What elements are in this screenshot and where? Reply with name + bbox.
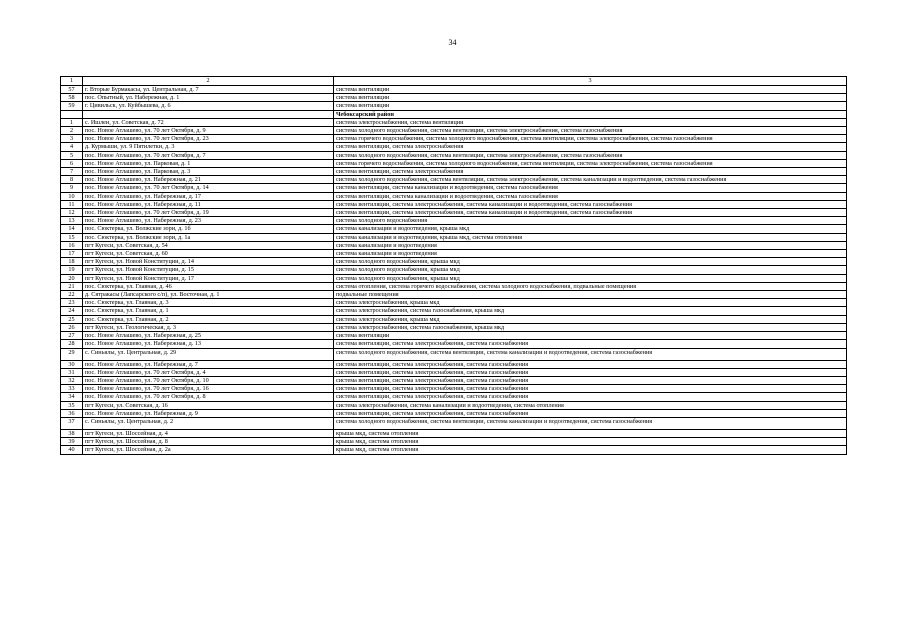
- row-systems: система вентиляции: [334, 332, 847, 340]
- row-systems: система канализации и водоотведения: [334, 241, 847, 249]
- row-number: 33: [61, 385, 83, 393]
- row-address: пос. Новое Атлашево, ул. Набережная, д. 7: [83, 360, 334, 368]
- row-number: 13: [61, 217, 83, 225]
- row-number: 38: [61, 429, 83, 437]
- row-address: пос. Сюктерка, ул. Главная, д. 46: [83, 282, 334, 290]
- row-number: 11: [61, 200, 83, 208]
- table-row: [61, 409, 847, 417]
- table-row: [61, 258, 847, 266]
- row-systems: система вентиляции, система электроснабжения: [334, 143, 847, 151]
- row-systems: система электроснабжения, система газоснабжения, крыша мкд: [334, 307, 847, 315]
- row-address: пгт Кугеси, ул. Советская, д. 16: [83, 401, 334, 409]
- table-row: [61, 385, 847, 393]
- row-number: 39: [61, 438, 83, 446]
- row-systems: система вентиляции, система электроснабжения, система газоснабжения: [334, 393, 847, 401]
- table-row: [61, 417, 847, 429]
- row-address: пос. Новое Атлашево, ул. Парковая, д. 3: [83, 168, 334, 176]
- table-row: [61, 266, 847, 274]
- row-address: пос. Новое Атлашево, ул. Набережная, д. 9: [83, 409, 334, 417]
- row-address: с. Ишлеи, ул. Советская, д. 72: [83, 118, 334, 126]
- row-address: пос. Новое Атлашево, ул. Парковая, д. 1: [83, 159, 334, 167]
- row-systems: система электроснабжения, система канализации и водоотведения, система отопления: [334, 401, 847, 409]
- row-number: 36: [61, 409, 83, 417]
- row-address: пгт Кугеси, ул. Шоссейная, д. 8: [83, 438, 334, 446]
- row-address: пос. Новое Атлашево, ул. 70 лет Октября, д. 7: [83, 151, 334, 159]
- table-row: [61, 127, 847, 135]
- row-address: пгт Кугеси, ул. Советская, д. 60: [83, 250, 334, 258]
- row-address: пгт Кугеси, ул. Шоссейная, д. 2а: [83, 446, 334, 454]
- objects-table: [60, 76, 847, 455]
- row-address: пос. Новое Атлашево, ул. Набережная, д. 25: [83, 332, 334, 340]
- row-address: д. Курмыши, ул. 9 Пятилетки, д. 3: [83, 143, 334, 151]
- table-row: [61, 192, 847, 200]
- row-address: пос. Новое Атлашево, ул. Набережная, д. 17: [83, 192, 334, 200]
- table-row: [61, 429, 847, 437]
- table-row: [61, 241, 847, 249]
- row-number: 20: [61, 274, 83, 282]
- row-number: 10: [61, 192, 83, 200]
- row-systems: система вентиляции, система электроснабжения, система газоснабжения: [334, 376, 847, 384]
- row-address: пгт Кугеси, ул. Новой Конституции, д. 14: [83, 258, 334, 266]
- table-row: [61, 282, 847, 290]
- row-systems: система вентиляции: [334, 102, 847, 110]
- row-systems: крыша мкд, система отопления: [334, 438, 847, 446]
- row-systems: система холодного водоснабжения, крыша мкд: [334, 258, 847, 266]
- table-row: [61, 250, 847, 258]
- row-address: г. Вторые Бурмакасы, ул. Центральная, д. 7: [83, 86, 334, 94]
- row-systems: система холодного водоснабжения, система вентиляции, система канализации и водоотведения, система газоснабжения: [334, 417, 847, 429]
- row-address: пгт Кугеси, ул. Геологическая, д. 3: [83, 323, 334, 331]
- row-address: пос. Сюктерка, ул. Главная, д. 2: [83, 315, 334, 323]
- row-number: 17: [61, 250, 83, 258]
- table-row: [61, 209, 847, 217]
- row-address: пос. Сюктерка, ул. Главная, д. 1: [83, 307, 334, 315]
- row-number: 8: [61, 176, 83, 184]
- row-systems: система канализации и водоотведения, крыша мкд, система отопления: [334, 233, 847, 241]
- table-row: [61, 315, 847, 323]
- table-row: [61, 299, 847, 307]
- row-address: пгт Кугеси, ул. Новой Конституции, д. 15: [83, 266, 334, 274]
- row-systems: система горячего водоснабжения, система холодного водоснабжения, система вентиляции, система электроснабжения, система газоснабжения: [334, 159, 847, 167]
- table-row: [61, 168, 847, 176]
- row-systems: крыша мкд, система отопления: [334, 446, 847, 454]
- row-number: 5: [61, 151, 83, 159]
- row-number: 35: [61, 401, 83, 409]
- row-address: пос. Новое Атлашево, ул. 70 лет Октября, д. 4: [83, 368, 334, 376]
- row-number: 21: [61, 282, 83, 290]
- column-header-address: 2: [83, 77, 334, 86]
- row-systems: система холодного водоснабжения, крыша мкд: [334, 266, 847, 274]
- table-row: [61, 401, 847, 409]
- row-address: пос. Новое Атлашево, ул. Набережная, д. 23: [83, 217, 334, 225]
- column-header-number: 1: [61, 77, 83, 86]
- row-systems: система канализации и водоотведения: [334, 250, 847, 258]
- table-row: [61, 307, 847, 315]
- row-systems: система вентиляции, система электроснабжения: [334, 168, 847, 176]
- row-number: 32: [61, 376, 83, 384]
- table-row: [61, 143, 847, 151]
- table-row: [61, 233, 847, 241]
- page-number: 34: [448, 38, 457, 47]
- table-row: [61, 102, 847, 110]
- row-number: 37: [61, 417, 83, 429]
- row-number: 12: [61, 209, 83, 217]
- row-number: 24: [61, 307, 83, 315]
- table-row: [61, 217, 847, 225]
- row-systems: система холодного водоснабжения, система вентиляции, система электроснабжения, система канализации и водоотведения, система газоснабжения: [334, 176, 847, 184]
- row-number: [61, 110, 83, 118]
- row-number: 18: [61, 258, 83, 266]
- column-header-systems: 3: [334, 77, 847, 86]
- table-row: [61, 200, 847, 208]
- row-systems: система вентиляции: [334, 94, 847, 102]
- section-header-row: [61, 110, 847, 118]
- table-row: [61, 360, 847, 368]
- row-number: 27: [61, 332, 83, 340]
- row-systems: система горячего водоснабжения, система холодного водоснабжения, система вентиляции, система электроснабжения, система газоснабжения: [334, 135, 847, 143]
- row-address: г. Цивильск, ул. Куйбышева, д. 6: [83, 102, 334, 110]
- row-address: пос. Новое Атлашево, ул. 70 лет Октября, д. 23: [83, 135, 334, 143]
- row-systems: крыша мкд, система отопления: [334, 429, 847, 437]
- row-systems: система холодного водоснабжения, система вентиляции, система канализации и водоотведения, система газоснабжения: [334, 348, 847, 360]
- row-systems: система вентиляции, система электроснабжения, система канализации и водоотведения, система газоснабжения: [334, 200, 847, 208]
- table-row: [61, 376, 847, 384]
- row-systems: система канализации и водоотведения, крыша мкд: [334, 225, 847, 233]
- row-address: пгт Кугеси, ул. Новой Конституции, д. 17: [83, 274, 334, 282]
- row-address: пос. Новое Атлашево, ул. 70 лет Октября, д. 9: [83, 127, 334, 135]
- row-systems: система вентиляции, система электроснабжения, система газоснабжения: [334, 340, 847, 348]
- row-address: пос. Сюктерка, ул. Главная, д. 3: [83, 299, 334, 307]
- row-number: 57: [61, 86, 83, 94]
- table-body: [61, 77, 847, 455]
- row-number: 19: [61, 266, 83, 274]
- row-number: 2: [61, 127, 83, 135]
- table-row: [61, 135, 847, 143]
- table-row: [61, 151, 847, 159]
- row-number: 25: [61, 315, 83, 323]
- row-systems: система холодного водоснабжения: [334, 217, 847, 225]
- table-row: [61, 368, 847, 376]
- row-number: 26: [61, 323, 83, 331]
- row-systems: система отопления, система горячего водоснабжения, система холодного водоснабжения, подвальные помещения: [334, 282, 847, 290]
- row-address: с. Синьялы, ул. Центральная, д. 2: [83, 417, 334, 429]
- row-number: 4: [61, 143, 83, 151]
- row-number: 15: [61, 233, 83, 241]
- row-number: 22: [61, 291, 83, 299]
- row-address: пос. Новое Атлашево, ул. 70 лет Октября, д. 14: [83, 184, 334, 192]
- row-systems: система вентиляции, система канализации и водоотведения, система газоснабжения: [334, 184, 847, 192]
- row-number: 6: [61, 159, 83, 167]
- row-systems: система электроснабжения, система газоснабжения, крыша мкд: [334, 323, 847, 331]
- table-row: [61, 176, 847, 184]
- row-address: пгт Кугеси, ул. Советская, д. 54: [83, 241, 334, 249]
- row-number: 31: [61, 368, 83, 376]
- row-address: пос. Новое Атлашево, ул. 70 лет Октября, д. 10: [83, 376, 334, 384]
- row-number: 16: [61, 241, 83, 249]
- row-address: пос. Новое Атлашево, ул. Набережная, д. 21: [83, 176, 334, 184]
- row-number: 9: [61, 184, 83, 192]
- row-systems: система вентиляции: [334, 86, 847, 94]
- table-row: [61, 225, 847, 233]
- row-address: с. Синьялы, ул. Центральная, д. 29: [83, 348, 334, 360]
- row-number: 59: [61, 102, 83, 110]
- table-row: [61, 184, 847, 192]
- row-systems: система вентиляции, система электроснабжения, система газоснабжения: [334, 360, 847, 368]
- row-systems: система вентиляции, система электроснабжения, система газоснабжения: [334, 409, 847, 417]
- row-systems: система электроснабжения, система вентиляции: [334, 118, 847, 126]
- row-address: пос. Новое Атлашево, ул. 70 лет Октября, д. 16: [83, 385, 334, 393]
- row-address: пос. Сюктерка, ул. Волжские зори, д. 1а: [83, 233, 334, 241]
- table-row: [61, 159, 847, 167]
- row-address: пос. Новое Атлашево, ул. Набережная, д. 11: [83, 200, 334, 208]
- row-number: 30: [61, 360, 83, 368]
- row-systems: система вентиляции, система канализации и водоотведения, система газоснабжения: [334, 192, 847, 200]
- row-number: 58: [61, 94, 83, 102]
- row-number: 40: [61, 446, 83, 454]
- row-systems: Чебоксарский район: [334, 110, 847, 118]
- table-row: [61, 446, 847, 454]
- row-address: д. Сятракасы (Лапсарского с/п), ул. Восточная, д. 1: [83, 291, 334, 299]
- row-systems: система вентиляции, система электроснабжения, система газоснабжения: [334, 368, 847, 376]
- row-systems: система холодного водоснабжения, крыша мкд: [334, 274, 847, 282]
- row-number: 23: [61, 299, 83, 307]
- row-address: пос. Опытный, ул. Набережная, д. 1: [83, 94, 334, 102]
- table-row: [61, 86, 847, 94]
- row-systems: система вентиляции, система электроснабжения, система газоснабжения: [334, 385, 847, 393]
- table-row: [61, 323, 847, 331]
- row-address: [83, 110, 334, 118]
- row-systems: система электроснабжения, крыша мкд: [334, 315, 847, 323]
- table-row: [61, 393, 847, 401]
- table-row: [61, 438, 847, 446]
- row-number: 1: [61, 118, 83, 126]
- row-address: пос. Новое Атлашево, ул. 70 лет Октября, д. 8: [83, 393, 334, 401]
- row-systems: система вентиляции, система электроснабжения, система канализации и водоотведения, система газоснабжения: [334, 209, 847, 217]
- row-systems: система электроснабжения, крыша мкд: [334, 299, 847, 307]
- row-number: 34: [61, 393, 83, 401]
- row-address: пос. Новое Атлашево, ул. 70 лет Октября, д. 19: [83, 209, 334, 217]
- table-row: [61, 340, 847, 348]
- row-address: пос. Новое Атлашево, ул. Набережная, д. 13: [83, 340, 334, 348]
- row-systems: подвальные помещения: [334, 291, 847, 299]
- table-row: [61, 274, 847, 282]
- table-row: [61, 94, 847, 102]
- row-address: пос. Сюктерка, ул. Волжские зори, д. 1б: [83, 225, 334, 233]
- row-systems: система холодного водоснабжения, система вентиляции, система электроснабжения, система газоснабжения: [334, 151, 847, 159]
- row-address: пгт Кугеси, ул. Шоссейная, д. 4: [83, 429, 334, 437]
- table-row: [61, 118, 847, 126]
- row-number: 7: [61, 168, 83, 176]
- table-row: [61, 348, 847, 360]
- row-number: 29: [61, 348, 83, 360]
- row-number: 3: [61, 135, 83, 143]
- row-systems: система холодного водоснабжения, система вентиляции, система электроснабжения, система газоснабжения: [334, 127, 847, 135]
- table-row: [61, 332, 847, 340]
- table-row: [61, 291, 847, 299]
- table-header-row: [61, 77, 847, 86]
- row-number: 14: [61, 225, 83, 233]
- row-number: 28: [61, 340, 83, 348]
